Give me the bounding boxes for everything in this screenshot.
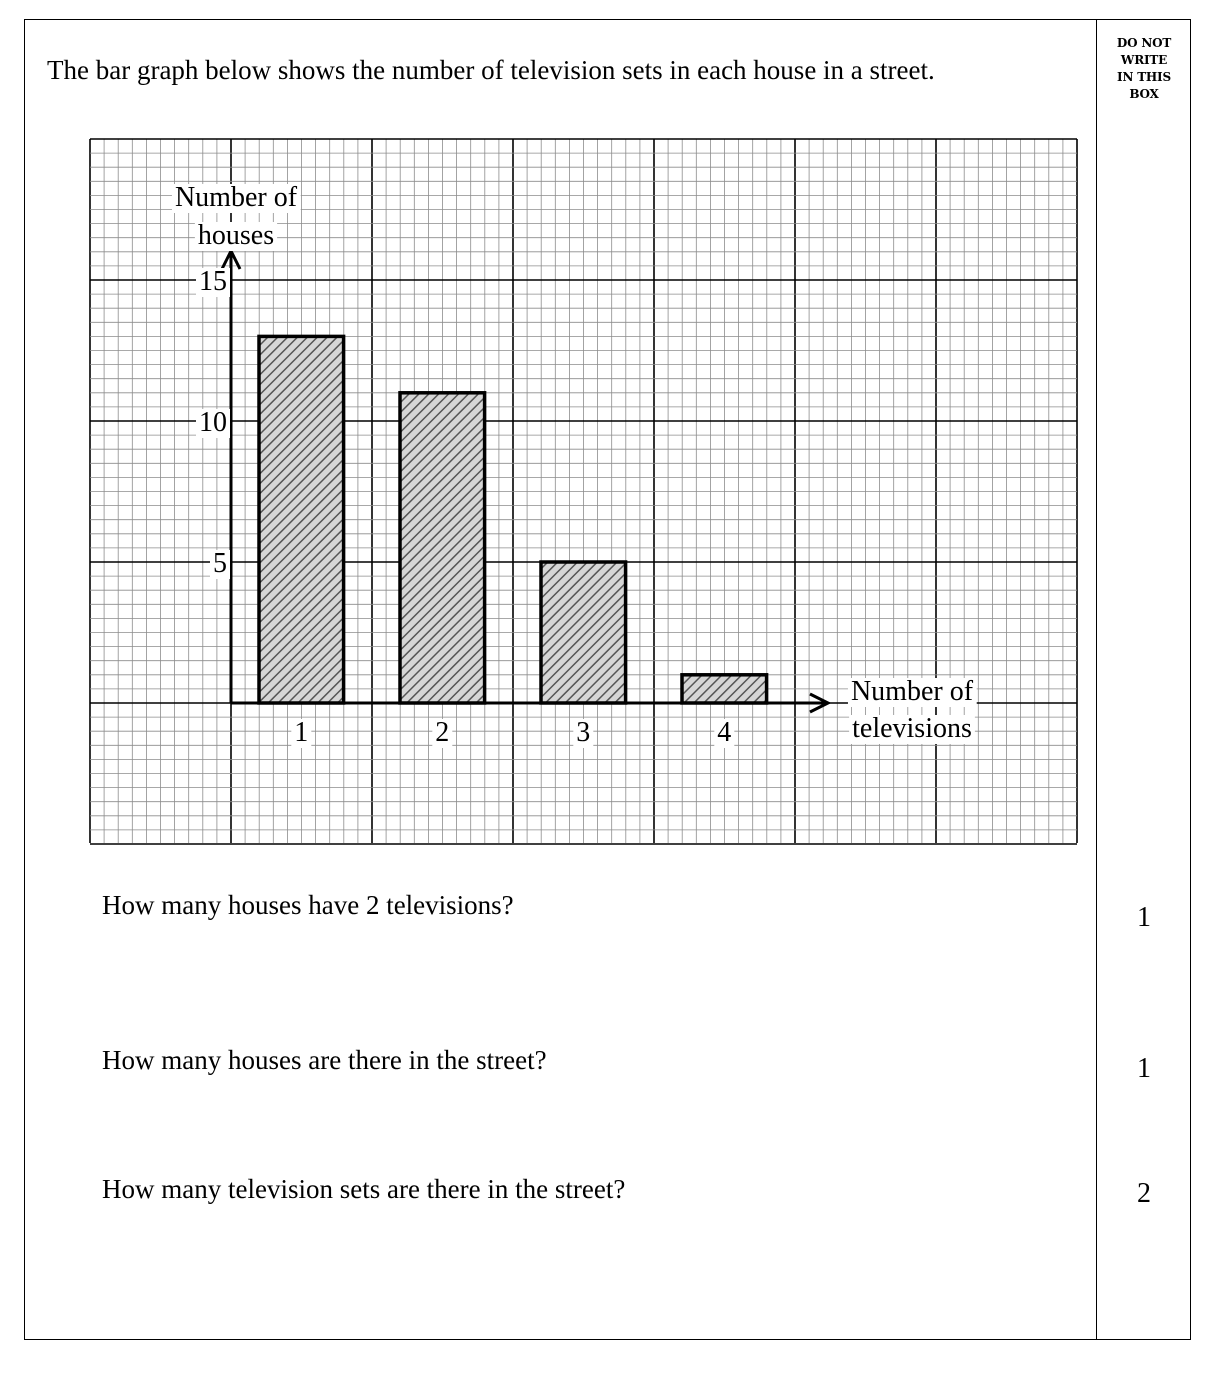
y-tick-label-10-group bbox=[196, 407, 230, 438]
x-tick-label-3: 3 bbox=[576, 717, 591, 748]
y-tick-label-5: 5 bbox=[213, 548, 227, 579]
bar-1 bbox=[259, 336, 344, 703]
y-axis-title-line-1-group bbox=[172, 182, 301, 213]
y-tick-label-15-group bbox=[196, 266, 230, 297]
question-2: How many houses are there in the street? bbox=[102, 1045, 547, 1075]
x-tick-label-2: 2 bbox=[435, 717, 450, 748]
dnw-line-2: WRITE bbox=[1120, 53, 1168, 67]
x-tick-label-1-group bbox=[291, 717, 311, 748]
y-tick-label-10: 10 bbox=[199, 407, 227, 438]
y-axis-title-line-1: Number of bbox=[174, 182, 298, 213]
bar-2 bbox=[400, 393, 485, 703]
dnw-line-3: IN THIS bbox=[1117, 70, 1171, 84]
question-3-marks: 2 bbox=[1137, 1178, 1151, 1209]
y-tick-label-5-group bbox=[210, 548, 230, 579]
bar-4 bbox=[682, 675, 767, 703]
dnw-line-4: BOX bbox=[1129, 87, 1159, 101]
question-3: How many television sets are there in the street? bbox=[102, 1174, 626, 1204]
question-1-marks: 1 bbox=[1137, 902, 1151, 933]
x-tick-label-2-group bbox=[432, 717, 452, 748]
x-tick-label-3-group bbox=[573, 717, 593, 748]
x-tick-label-4: 4 bbox=[717, 717, 732, 748]
intro-text: The bar graph below shows the number of television sets in each house in a street. bbox=[47, 55, 935, 85]
y-axis-title-line-2-group bbox=[195, 220, 277, 251]
y-tick-label-15: 15 bbox=[199, 266, 227, 297]
x-tick-label-4-group bbox=[714, 717, 734, 748]
question-1: How many houses have 2 televisions? bbox=[102, 890, 514, 920]
dnw-line-1: DO NOT bbox=[1116, 36, 1172, 50]
x-axis-title-line-2: televisions bbox=[852, 713, 972, 744]
bar-3 bbox=[541, 562, 626, 703]
y-axis-title-line-2: houses bbox=[197, 220, 275, 251]
x-axis-title-line-1: Number of bbox=[850, 676, 974, 707]
x-axis-title-line-1-group bbox=[848, 676, 977, 707]
x-axis-title-line-2-group bbox=[849, 713, 975, 744]
question-2-marks: 1 bbox=[1137, 1053, 1151, 1084]
x-tick-label-1: 1 bbox=[294, 717, 309, 748]
